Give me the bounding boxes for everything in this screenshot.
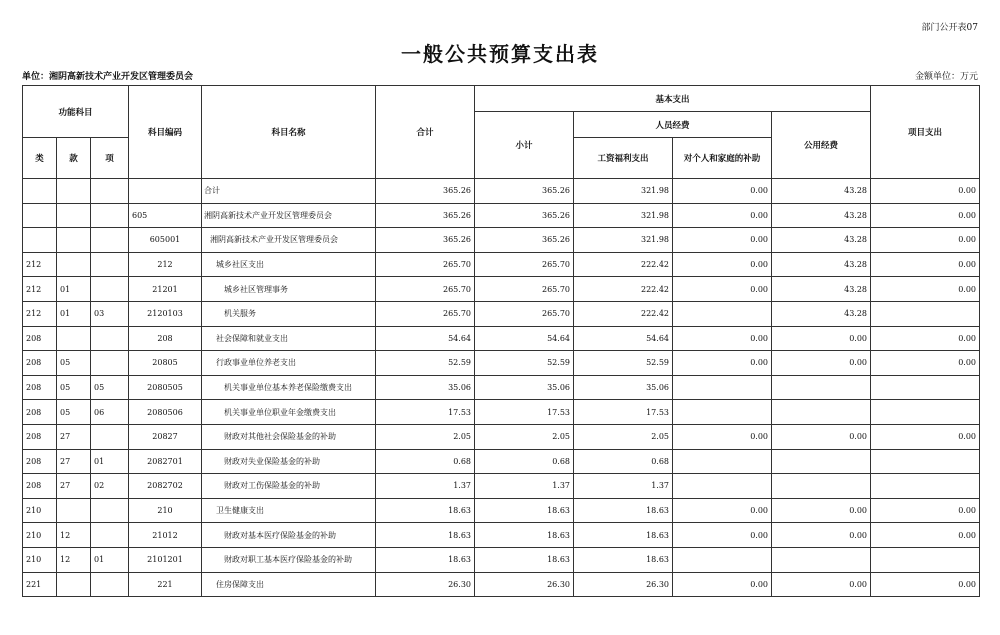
cell-total: 0.68	[376, 449, 475, 474]
cell-subtotal: 265.70	[475, 301, 574, 326]
cell-project: 0.00	[871, 351, 980, 376]
cell-subsidy: 0.00	[673, 252, 772, 277]
header-subtotal: 小计	[475, 112, 574, 179]
cell-kuan	[57, 498, 91, 523]
table-row	[23, 228, 980, 253]
cell-project: 0.00	[871, 228, 980, 253]
cell-xiang	[91, 252, 129, 277]
cell-salary: 222.42	[574, 252, 673, 277]
cell-name: 合计	[202, 179, 376, 204]
cell-salary: 321.98	[574, 228, 673, 253]
cell-salary: 222.42	[574, 301, 673, 326]
cell-salary: 222.42	[574, 277, 673, 302]
cell-lei: 212	[23, 277, 57, 302]
cell-code: 2080505	[129, 375, 202, 400]
cell-public: 0.00	[772, 498, 871, 523]
cell-xiang: 02	[91, 474, 129, 499]
cell-total: 265.70	[376, 277, 475, 302]
cell-kuan	[57, 228, 91, 253]
cell-total: 2.05	[376, 424, 475, 449]
table-row	[23, 326, 980, 351]
cell-kuan	[57, 203, 91, 228]
cell-subsidy: 0.00	[673, 326, 772, 351]
cell-total: 365.26	[376, 228, 475, 253]
table-row	[23, 277, 980, 302]
cell-salary: 52.59	[574, 351, 673, 376]
cell-xiang	[91, 572, 129, 597]
cell-lei: 208	[23, 474, 57, 499]
cell-kuan	[57, 179, 91, 204]
cell-subtotal: 26.30	[475, 572, 574, 597]
header-code: 科目编码	[129, 86, 202, 179]
cell-total: 52.59	[376, 351, 475, 376]
cell-subsidy	[673, 375, 772, 400]
table-row	[23, 498, 980, 523]
cell-salary: 35.06	[574, 375, 673, 400]
table-row	[23, 424, 980, 449]
cell-project: 0.00	[871, 179, 980, 204]
cell-subsidy: 0.00	[673, 523, 772, 548]
cell-total: 26.30	[376, 572, 475, 597]
cell-code: 221	[129, 572, 202, 597]
cell-kuan: 12	[57, 523, 91, 548]
cell-public	[772, 449, 871, 474]
cell-total: 18.63	[376, 498, 475, 523]
cell-kuan: 01	[57, 277, 91, 302]
cell-subtotal: 0.68	[475, 449, 574, 474]
header-kuan: 款	[57, 138, 91, 179]
cell-project: 0.00	[871, 277, 980, 302]
cell-kuan	[57, 252, 91, 277]
cell-total: 18.63	[376, 523, 475, 548]
cell-lei: 208	[23, 400, 57, 425]
cell-lei: 208	[23, 424, 57, 449]
cell-kuan: 05	[57, 351, 91, 376]
cell-lei: 208	[23, 351, 57, 376]
cell-name: 卫生健康支出	[202, 498, 376, 523]
cell-salary: 17.53	[574, 400, 673, 425]
table-row	[23, 523, 980, 548]
cell-subsidy: 0.00	[673, 498, 772, 523]
cell-xiang	[91, 179, 129, 204]
cell-subtotal: 365.26	[475, 203, 574, 228]
cell-subtotal: 365.26	[475, 228, 574, 253]
cell-project: 0.00	[871, 498, 980, 523]
cell-salary: 26.30	[574, 572, 673, 597]
cell-subsidy: 0.00	[673, 572, 772, 597]
cell-kuan: 12	[57, 547, 91, 572]
table-row	[23, 572, 980, 597]
cell-name: 社会保障和就业支出	[202, 326, 376, 351]
cell-name: 机关事业单位基本养老保险缴费支出	[202, 375, 376, 400]
cell-salary: 54.64	[574, 326, 673, 351]
cell-lei: 212	[23, 252, 57, 277]
budget-table	[22, 85, 980, 597]
cell-public: 43.28	[772, 179, 871, 204]
table-header	[23, 86, 980, 179]
cell-name: 财政对其他社会保险基金的补助	[202, 424, 376, 449]
cell-subtotal: 35.06	[475, 375, 574, 400]
cell-salary: 0.68	[574, 449, 673, 474]
cell-total: 35.06	[376, 375, 475, 400]
cell-code: 2120103	[129, 301, 202, 326]
cell-subsidy: 0.00	[673, 228, 772, 253]
header-personnel: 人员经费	[574, 112, 772, 138]
cell-salary: 18.63	[574, 498, 673, 523]
table-row	[23, 547, 980, 572]
cell-project	[871, 474, 980, 499]
cell-salary: 2.05	[574, 424, 673, 449]
table-row	[23, 203, 980, 228]
cell-xiang	[91, 498, 129, 523]
cell-public	[772, 400, 871, 425]
cell-salary: 1.37	[574, 474, 673, 499]
cell-subtotal: 365.26	[475, 179, 574, 204]
cell-name: 湘阴高新技术产业开发区管理委员会	[202, 203, 376, 228]
cell-code: 21201	[129, 277, 202, 302]
cell-subtotal: 265.70	[475, 277, 574, 302]
cell-subsidy	[673, 474, 772, 499]
table-row	[23, 474, 980, 499]
cell-code: 210	[129, 498, 202, 523]
header-xiang: 项	[91, 138, 129, 179]
cell-code: 20805	[129, 351, 202, 376]
cell-lei: 210	[23, 498, 57, 523]
cell-public: 0.00	[772, 572, 871, 597]
cell-subsidy: 0.00	[673, 203, 772, 228]
cell-kuan	[57, 572, 91, 597]
cell-subtotal: 18.63	[475, 523, 574, 548]
header-lei: 类	[23, 138, 57, 179]
table-row	[23, 351, 980, 376]
amount-unit-label: 金额单位：万元	[914, 72, 978, 82]
cell-code: 212	[129, 252, 202, 277]
cell-name: 财政对工伤保险基金的补助	[202, 474, 376, 499]
cell-code: 2101201	[129, 547, 202, 572]
cell-subsidy: 0.00	[673, 179, 772, 204]
table-row	[23, 400, 980, 425]
document-tag: 部门公开表07	[921, 23, 978, 33]
unit-label: 单位：湘阴高新技术产业开发区管理委员会	[22, 72, 194, 82]
cell-public	[772, 474, 871, 499]
header-public: 公用经费	[772, 112, 871, 179]
table-row	[23, 179, 980, 204]
cell-name: 机关事业单位职业年金缴费支出	[202, 400, 376, 425]
table-row	[23, 449, 980, 474]
cell-xiang	[91, 523, 129, 548]
cell-name: 行政事业单位养老支出	[202, 351, 376, 376]
cell-total: 17.53	[376, 400, 475, 425]
cell-subtotal: 18.63	[475, 547, 574, 572]
cell-kuan: 27	[57, 424, 91, 449]
table-row	[23, 375, 980, 400]
cell-project: 0.00	[871, 424, 980, 449]
cell-public: 43.28	[772, 252, 871, 277]
cell-total: 365.26	[376, 179, 475, 204]
cell-lei: 210	[23, 547, 57, 572]
cell-name: 机关服务	[202, 301, 376, 326]
cell-lei: 221	[23, 572, 57, 597]
header-total: 合计	[376, 86, 475, 179]
header-basic: 基本支出	[475, 86, 871, 112]
cell-kuan: 27	[57, 449, 91, 474]
page-title: 一般公共预算支出表	[401, 42, 599, 66]
cell-project: 0.00	[871, 572, 980, 597]
cell-project: 0.00	[871, 326, 980, 351]
table-row	[23, 252, 980, 277]
cell-xiang	[91, 277, 129, 302]
cell-total: 265.70	[376, 301, 475, 326]
cell-subtotal: 17.53	[475, 400, 574, 425]
cell-project	[871, 400, 980, 425]
cell-public: 43.28	[772, 301, 871, 326]
cell-subsidy: 0.00	[673, 351, 772, 376]
cell-public: 43.28	[772, 203, 871, 228]
header-name: 科目名称	[202, 86, 376, 179]
table-body	[23, 179, 980, 597]
cell-code: 208	[129, 326, 202, 351]
cell-lei	[23, 228, 57, 253]
cell-subsidy	[673, 449, 772, 474]
cell-subtotal: 52.59	[475, 351, 574, 376]
cell-subtotal: 1.37	[475, 474, 574, 499]
cell-code: 2082702	[129, 474, 202, 499]
cell-salary: 18.63	[574, 547, 673, 572]
table-row	[23, 301, 980, 326]
cell-name: 城乡社区管理事务	[202, 277, 376, 302]
header-func-subject: 功能科目	[23, 86, 129, 138]
cell-xiang	[91, 424, 129, 449]
cell-total: 54.64	[376, 326, 475, 351]
cell-xiang	[91, 326, 129, 351]
cell-code: 20827	[129, 424, 202, 449]
cell-subtotal: 18.63	[475, 498, 574, 523]
cell-code: 2080506	[129, 400, 202, 425]
cell-name: 城乡社区支出	[202, 252, 376, 277]
cell-name: 财政对失业保险基金的补助	[202, 449, 376, 474]
cell-subsidy: 0.00	[673, 424, 772, 449]
cell-total: 1.37	[376, 474, 475, 499]
cell-xiang	[91, 228, 129, 253]
cell-project	[871, 547, 980, 572]
cell-name: 住房保障支出	[202, 572, 376, 597]
cell-code	[129, 179, 202, 204]
header-project: 项目支出	[871, 86, 980, 179]
cell-total: 365.26	[376, 203, 475, 228]
cell-name: 财政对基本医疗保险基金的补助	[202, 523, 376, 548]
cell-project: 0.00	[871, 252, 980, 277]
cell-lei: 208	[23, 375, 57, 400]
cell-code: 605	[129, 203, 202, 228]
cell-public: 0.00	[772, 351, 871, 376]
cell-name: 财政对职工基本医疗保险基金的补助	[202, 547, 376, 572]
cell-project: 0.00	[871, 523, 980, 548]
cell-public	[772, 375, 871, 400]
cell-subtotal: 265.70	[475, 252, 574, 277]
cell-total: 265.70	[376, 252, 475, 277]
cell-subsidy: 0.00	[673, 277, 772, 302]
cell-name: 湘阴高新技术产业开发区管理委员会	[202, 228, 376, 253]
cell-subsidy	[673, 301, 772, 326]
cell-public	[772, 547, 871, 572]
cell-xiang: 01	[91, 449, 129, 474]
cell-salary: 18.63	[574, 523, 673, 548]
cell-kuan: 01	[57, 301, 91, 326]
cell-project: 0.00	[871, 203, 980, 228]
cell-project	[871, 375, 980, 400]
cell-code: 605001	[129, 228, 202, 253]
header-subsidy: 对个人和家庭的补助	[673, 138, 772, 179]
cell-public: 0.00	[772, 523, 871, 548]
cell-public: 0.00	[772, 326, 871, 351]
cell-kuan: 27	[57, 474, 91, 499]
cell-project	[871, 449, 980, 474]
cell-lei: 208	[23, 326, 57, 351]
cell-subtotal: 2.05	[475, 424, 574, 449]
cell-subsidy	[673, 547, 772, 572]
cell-total: 18.63	[376, 547, 475, 572]
cell-xiang: 01	[91, 547, 129, 572]
cell-kuan: 05	[57, 375, 91, 400]
cell-code: 2082701	[129, 449, 202, 474]
cell-public: 43.28	[772, 277, 871, 302]
cell-public: 43.28	[772, 228, 871, 253]
header-salary: 工资福利支出	[574, 138, 673, 179]
cell-xiang: 05	[91, 375, 129, 400]
cell-xiang: 03	[91, 301, 129, 326]
cell-kuan	[57, 326, 91, 351]
cell-project	[871, 301, 980, 326]
cell-xiang	[91, 351, 129, 376]
cell-lei	[23, 203, 57, 228]
cell-subsidy	[673, 400, 772, 425]
cell-lei	[23, 179, 57, 204]
cell-subtotal: 54.64	[475, 326, 574, 351]
cell-salary: 321.98	[574, 179, 673, 204]
cell-code: 21012	[129, 523, 202, 548]
cell-salary: 321.98	[574, 203, 673, 228]
cell-public: 0.00	[772, 424, 871, 449]
cell-xiang: 06	[91, 400, 129, 425]
cell-lei: 210	[23, 523, 57, 548]
cell-lei: 208	[23, 449, 57, 474]
cell-kuan: 05	[57, 400, 91, 425]
cell-xiang	[91, 203, 129, 228]
cell-lei: 212	[23, 301, 57, 326]
